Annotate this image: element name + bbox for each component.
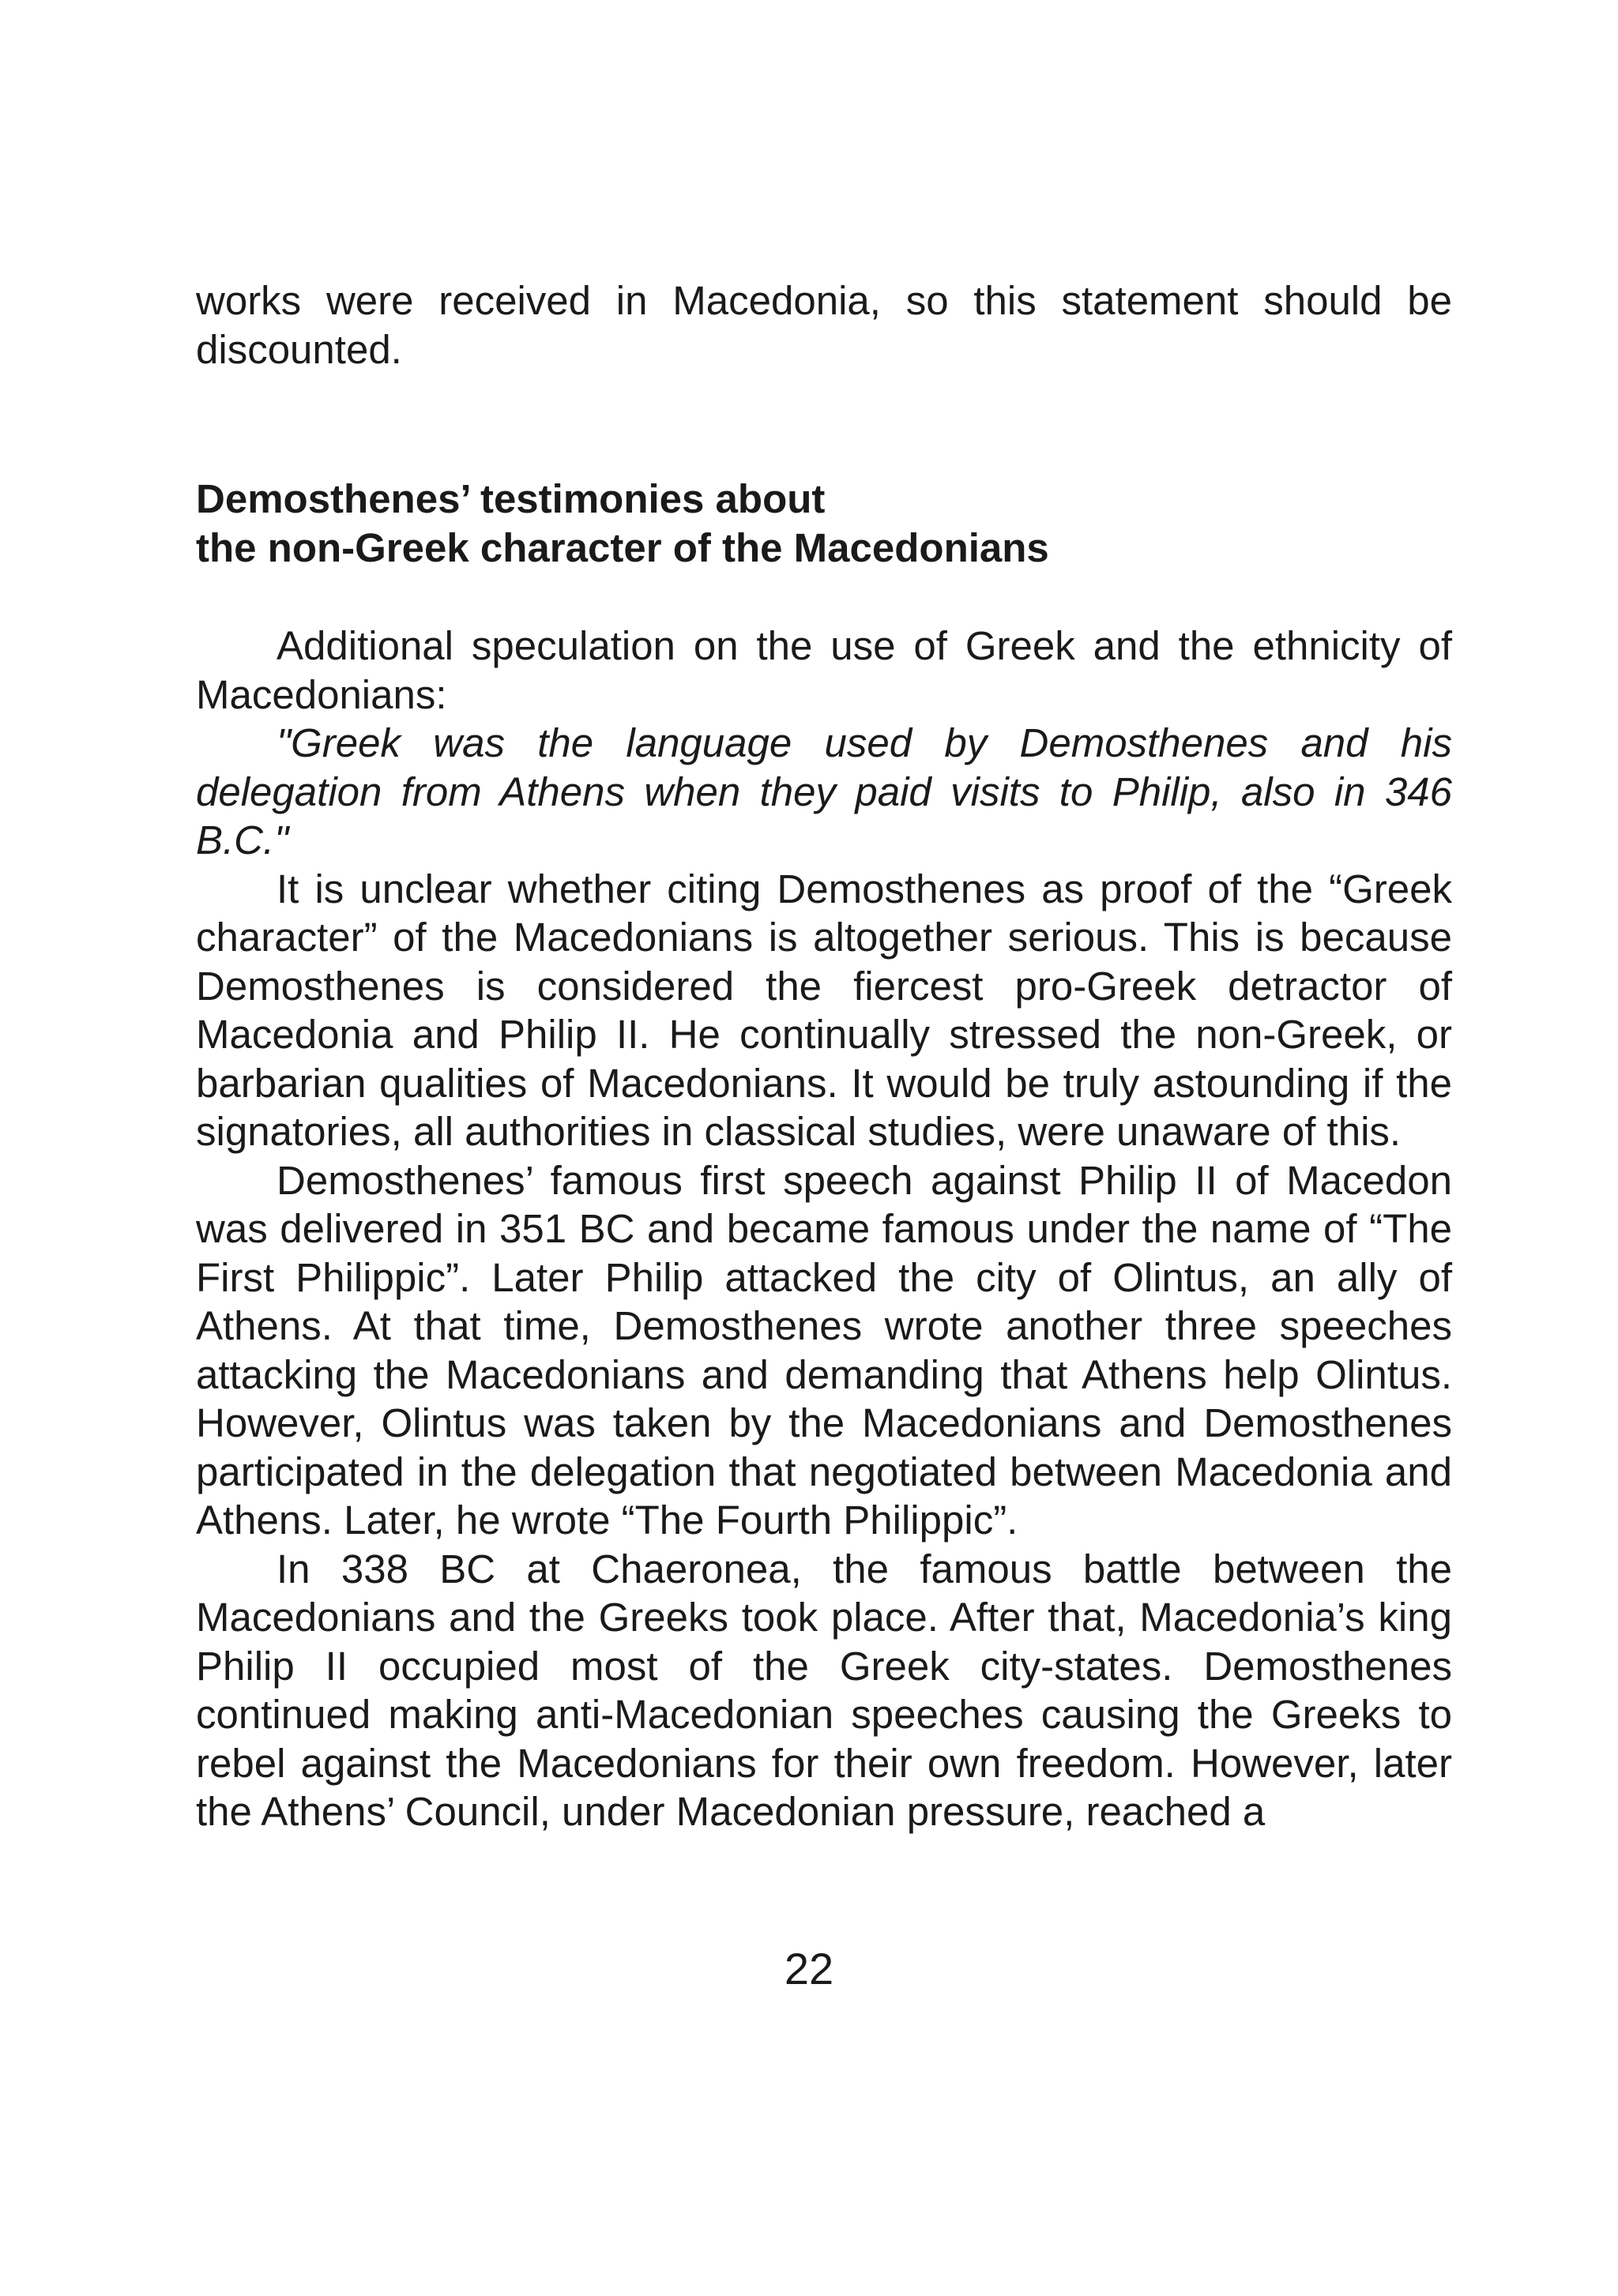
page-number: 22: [784, 1944, 834, 1993]
section-heading-line-1: Demosthenes’ testimonies about: [196, 476, 826, 521]
page-content: [196, 276, 1452, 1836]
section-heading: [196, 475, 1452, 573]
paragraph-chaeronea: In 338 BC at Chaeronea, the famous battle between the Macedonians and the Greeks took place. After that, Macedonia’s king Philip II occupied most of the Greek city-states. Demosthenes continued making anti-Macedonian speeches causing the Greeks to rebel against the Macedonians for their own freedom. However, later the Athens’ Council, under Macedonian pressure, reached a: [196, 1546, 1452, 1834]
paragraph-intro: Additional speculation on the use of Greek and the ethnicity of Macedonians:: [196, 623, 1452, 717]
quoted-statement: "Greek was the language used by Demosthenes and his delegation from Athens when they paid visits to Philip, also in 346 B.C.": [196, 720, 1452, 862]
paragraph-demosthenes-detractor: It is unclear whether citing Demosthenes as proof of the “Greek character” of the Macedonians is altogether serious. This is because Demosthenes is considered the fiercest pro-Greek detractor of Macedonia and Philip II. He continually stressed the non-Greek, or barbarian qualities of Macedonians. It would be truly astounding if the signatories, all authorities in classical studies, were unaware of this.: [196, 866, 1452, 1154]
paragraph-philippics: Demosthenes’ famous first speech against Philip II of Macedon was delivered in 351 BC and became famous under the name of “The First Philippic”. Later Philip attacked the city of Olintus, an ally of Athens. At that time, Demosthenes wrote another three speeches attacking the Macedonians and demanding that Athens help Olintus. However, Olintus was taken by the Macedonians and Demosthenes participated in the delegation that negotiated between Macedonia and Athens. Later, he wrote “The Fourth Philippic”.: [196, 1157, 1452, 1543]
continuation-paragraph: works were received in Macedonia, so this statement should be discounted.: [196, 278, 1452, 372]
section-heading-line-2: the non-Greek character of the Macedonians: [196, 525, 1049, 570]
